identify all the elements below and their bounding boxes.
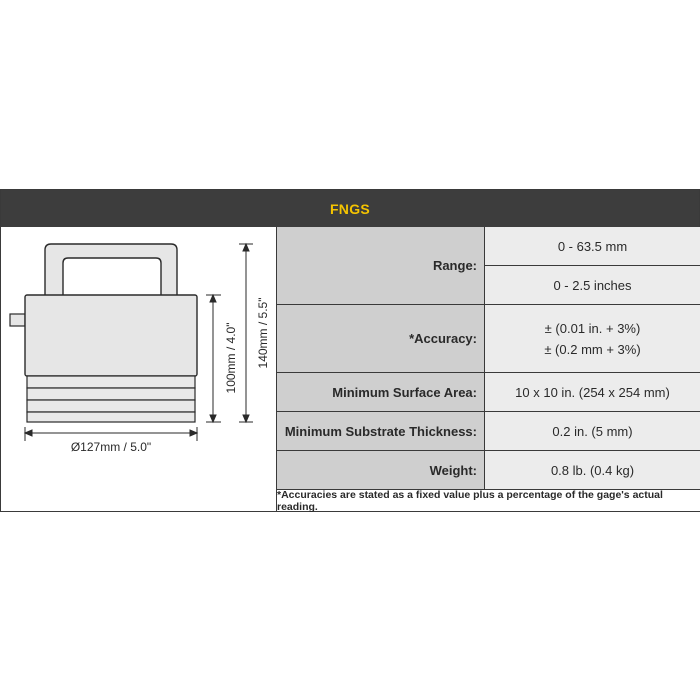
spec-value-group: [485, 227, 700, 305]
product-drawing: [1, 227, 276, 511]
spec-value: ± (0.01 in. + 3%): [544, 320, 641, 336]
diameter-dimension: [25, 427, 197, 441]
spec-row-substrate-thickness: [277, 412, 700, 451]
spec-row-range: [277, 227, 700, 305]
spec-row-weight: [277, 451, 700, 490]
spec-label: Minimum Substrate Thickness:: [277, 412, 485, 451]
spec-card: [0, 189, 700, 512]
spec-label: *Accuracy:: [277, 305, 485, 373]
spec-value-group: [485, 305, 700, 373]
title-bar: [1, 190, 699, 227]
body-height-dimension: [206, 295, 221, 422]
total-height-dimension: [239, 244, 253, 422]
gauge-body: [25, 295, 197, 376]
product-title: FNGS: [329, 200, 371, 217]
diameter-label: Ø127mm / 5.0": [70, 440, 152, 454]
spec-label: Minimum Surface Area:: [277, 373, 485, 412]
spec-value: 0.2 in. (5 mm): [485, 412, 700, 451]
gauge-base-ribs: [27, 376, 195, 422]
spec-row-surface-area: [277, 373, 700, 412]
gauge-illustration: [1, 227, 276, 511]
total-height-label: 140mm / 5.5": [256, 297, 270, 369]
spec-value: 0 - 2.5 inches: [485, 266, 700, 305]
handle-shape: [45, 244, 177, 297]
spec-value: ± (0.2 mm + 3%): [544, 341, 641, 357]
spec-label: Range:: [277, 227, 485, 305]
spec-table: [276, 227, 699, 511]
spec-value: 0.8 lb. (0.4 kg): [485, 451, 700, 490]
body-height-label: 100mm / 4.0": [224, 322, 238, 394]
spec-value: 0 - 63.5 mm: [485, 227, 700, 266]
connector-shape: [10, 314, 25, 326]
spec-row-accuracy: [277, 305, 700, 373]
spec-label: Weight:: [277, 451, 485, 490]
spec-value: 10 x 10 in. (254 x 254 mm): [485, 373, 700, 412]
accuracy-footnote: *Accuracies are stated as a fixed value plus a percentage of the gage's actual reading.: [277, 490, 700, 511]
